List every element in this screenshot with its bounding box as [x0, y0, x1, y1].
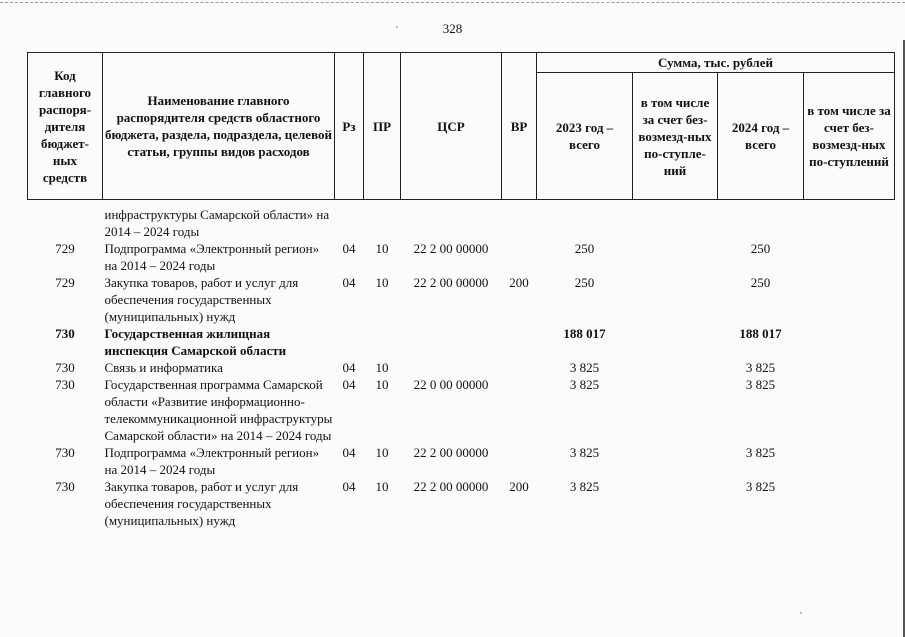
row-vr [502, 325, 537, 359]
row-vr [502, 444, 537, 478]
row-sum-2024 [718, 206, 804, 240]
row-rz: 04 [342, 275, 356, 290]
row-sum-2023 [537, 206, 633, 240]
header-2023-total: 2023 год – всего [537, 73, 633, 200]
table-row [28, 359, 895, 376]
row-rz: 04 [342, 360, 356, 375]
row-code: 729 [55, 275, 75, 290]
row-free-2024 [804, 444, 895, 478]
row-name: Подпрограмма «Электронный регион» на 2014 – 2024 годы [104, 445, 320, 477]
row-csr: 22 2 00 00000 [413, 275, 489, 290]
budget-table [27, 52, 895, 529]
row-pr: 10 [375, 479, 389, 494]
table-row [28, 206, 895, 240]
row-rz: 04 [342, 445, 356, 460]
row-free-2024 [804, 376, 895, 444]
row-code: 729 [55, 241, 75, 256]
row-vr: 200 [509, 275, 529, 290]
row-free-2023 [633, 359, 718, 376]
header-2023-free: в том числе за счет без-возмезд-ных по-ступле-ний [633, 73, 718, 200]
row-pr: 10 [375, 445, 389, 460]
row-pr [364, 325, 401, 359]
table-body [28, 200, 895, 530]
row-csr [401, 359, 502, 376]
row-free-2023 [633, 444, 718, 478]
row-name: Закупка товаров, работ и услуг для обеспечения государственных (муниципальных) нужд [104, 479, 299, 528]
row-sum-2023: 250 [574, 275, 595, 290]
row-free-2023 [633, 240, 718, 274]
row-vr [502, 240, 537, 274]
row-name: Закупка товаров, работ и услуг для обеспечения государственных (муниципальных) нужд [104, 275, 299, 324]
header-name: Наименование главного распорядителя средств областного бюджета, раздела, подраздела, целевой статьи, группы видов расходов [103, 53, 335, 200]
row-name: Связь и информатика [104, 360, 223, 375]
row-csr: 22 0 00 00000 [413, 377, 489, 392]
table-row [28, 444, 895, 478]
header-code: Код главного распоря-дителя бюджет-ных средств [28, 53, 103, 200]
table-header [28, 53, 895, 200]
row-name: Государственная программа Самарской области «Развитие информационно-телекоммуникационной инфраструктуры Самарской области» на 2014 – 2024 годы [104, 377, 333, 443]
row-free-2023 [633, 478, 718, 529]
header-2024-free: в том числе за счет без-возмезд-ных по-ступлений [804, 73, 895, 200]
row-free-2023 [633, 274, 718, 325]
header-csr: ЦСР [401, 53, 502, 200]
row-rz: 04 [342, 241, 356, 256]
row-code [28, 206, 103, 240]
row-free-2023 [633, 376, 718, 444]
row-sum-2024: 250 [750, 241, 771, 256]
row-name: Государственная жилищная инспекция Самарской области [104, 326, 287, 358]
row-free-2024 [804, 206, 895, 240]
row-csr: 22 2 00 00000 [413, 445, 489, 460]
row-sum-2023: 250 [574, 241, 595, 256]
row-free-2023 [633, 325, 718, 359]
row-name: Подпрограмма «Электронный регион» на 2014 – 2024 годы [104, 241, 320, 273]
table-row [28, 325, 895, 359]
row-code: 730 [55, 479, 75, 494]
row-sum-2024: 3 825 [745, 479, 776, 494]
row-pr [364, 206, 401, 240]
row-sum-2024: 3 825 [745, 445, 776, 460]
row-vr [502, 206, 537, 240]
row-code: 730 [55, 377, 75, 392]
row-free-2024 [804, 274, 895, 325]
row-free-2024 [804, 478, 895, 529]
row-sum-2023: 3 825 [569, 479, 600, 494]
row-free-2024 [804, 325, 895, 359]
row-code: 730 [55, 360, 75, 375]
row-csr: 22 2 00 00000 [413, 479, 489, 494]
header-2024-total: 2024 год – всего [718, 73, 804, 200]
row-sum-2024: 250 [750, 275, 771, 290]
row-sum-2023: 188 017 [563, 326, 606, 341]
row-sum-2024: 3 825 [745, 360, 776, 375]
row-sum-2023: 3 825 [569, 360, 600, 375]
row-name: инфраструктуры Самарской области» на 2014 – 2024 годы [104, 207, 330, 239]
table-row [28, 376, 895, 444]
row-vr [502, 359, 537, 376]
scan-speck [800, 612, 802, 614]
row-pr: 10 [375, 241, 389, 256]
header-pr: ПР [364, 53, 401, 200]
page-number: 328 [442, 21, 463, 36]
row-sum-2024: 3 825 [745, 377, 776, 392]
row-code: 730 [55, 445, 75, 460]
row-pr: 10 [375, 377, 389, 392]
top-scan-border [0, 2, 905, 3]
row-code: 730 [55, 326, 75, 341]
row-csr [401, 206, 502, 240]
header-rz: Рз [335, 53, 364, 200]
row-vr: 200 [509, 479, 529, 494]
header-sum-group: Сумма, тыс. рублей [537, 53, 895, 73]
row-rz: 04 [342, 377, 356, 392]
row-free-2024 [804, 359, 895, 376]
header-vr: ВР [502, 53, 537, 200]
table-row [28, 478, 895, 529]
row-pr: 10 [375, 360, 389, 375]
row-sum-2023: 3 825 [569, 445, 600, 460]
row-pr: 10 [375, 275, 389, 290]
row-sum-2023: 3 825 [569, 377, 600, 392]
row-rz: 04 [342, 479, 356, 494]
row-csr [401, 325, 502, 359]
row-rz [335, 325, 364, 359]
row-sum-2024: 188 017 [739, 326, 782, 341]
row-free-2024 [804, 240, 895, 274]
table-row [28, 274, 895, 325]
row-rz [335, 206, 364, 240]
row-csr: 22 2 00 00000 [413, 241, 489, 256]
row-vr [502, 376, 537, 444]
row-free-2023 [633, 206, 718, 240]
table-row [28, 240, 895, 274]
